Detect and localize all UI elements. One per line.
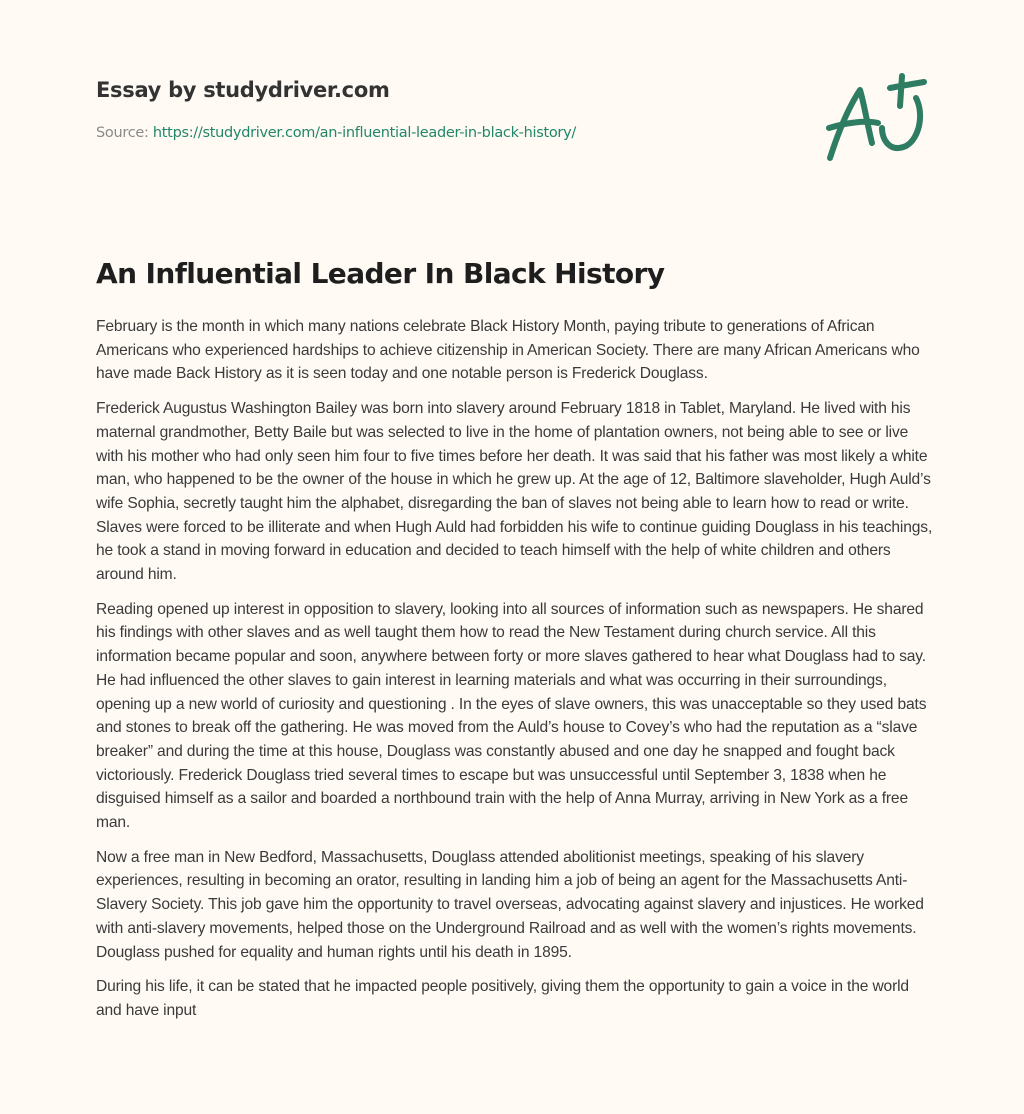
source-link[interactable]: https://studydriver.com/an-influential-leader-in-black-history/ — [152, 125, 576, 141]
essay-paragraph: Now a free man in New Bedford, Massachusetts, Douglass attended abolitionist meetings, speaking of his slavery experiences, resulting in becoming an orator, resulting in landing him a job of being an agent for the Massachusetts Anti-Slavery Society. This job gave him the opportunity to travel overseas, advocating against slavery and injustices. He worked with anti-slavery movements, helped those on the Underground Railroad and as well with the women’s rights movements. Douglass pushed for equality and human rights until his death in 1895. — [96, 848, 924, 961]
brand-title: Essay by studydriver.com — [96, 78, 390, 102]
a-plus-grade-icon — [820, 68, 930, 168]
essay-paragraph: Reading opened up interest in opposition to slavery, looking into all sources of information such as newspapers. He shared his findings with other slaves and as well taught them how to read the New Testament during church service. All this information became popular and soon, anywhere between forty or more slaves gathered to hear what Douglass had to say. He had influenced the other slaves to gain interest in learning materials and what was occurring in their surroundings, opening up a new world of curiosity and questioning . In the eyes of slave owners, this was unacceptable so they used bats and stones to break off the gathering. He was moved from the Auld’s house to Covey’s who had the reputation as a “slave breaker” and during the time at this house, Douglass was constantly abused and one day he snapped and fought back victoriously. Frederick Douglass tried several times to escape but was unsuccessful until September 3, 1838 when he disguised himself as a sailor and boarded a northbound train with the help of Anna Murray, arriving in New York as a free man. — [96, 600, 927, 832]
essay-paragraph: During his life, it can be stated that he impacted people positively, giving them the opportunity to gain a voice in the world and have input — [96, 978, 909, 1019]
essay-paragraph: February is the month in which many nations celebrate Black History Month, paying tribute to generations of African Americans who experienced hardships to achieve citizenship in American Society. There are many African Americans who have made Back History as it is seen today and one notable person is Frederick Douglass. — [96, 318, 920, 383]
source-line — [96, 123, 796, 143]
document-header — [96, 76, 796, 143]
essay-paragraph: Frederick Augustus Washington Bailey was born into slavery around February 1818 in Tablet, Maryland. He lived with his maternal grandmother, Betty Baile but was selected to live in the home of plantation owners, not being able to see or live with his mother who had only seen him four to five times before her death. It was said that his father was most likely a white man, who happened to be the owner of the house in which he grew up. At the age of 12, Baltimore slaveholder, Hugh Auld’s wife Sophia, secretly taught him the alphabet, disregarding the ban of slaves not being able to learn how to read or write. Slaves were forced to be illiterate and when Hugh Auld had forbidden his wife to continue guiding Douglass in his teachings, he took a stand in moving forward in education and decided to teach himself with the help of white children and others around him. — [96, 400, 933, 584]
essay-title: An Influential Leader In Black History — [96, 257, 665, 290]
essay-body — [96, 315, 934, 1034]
source-label: Source: — [96, 125, 149, 141]
